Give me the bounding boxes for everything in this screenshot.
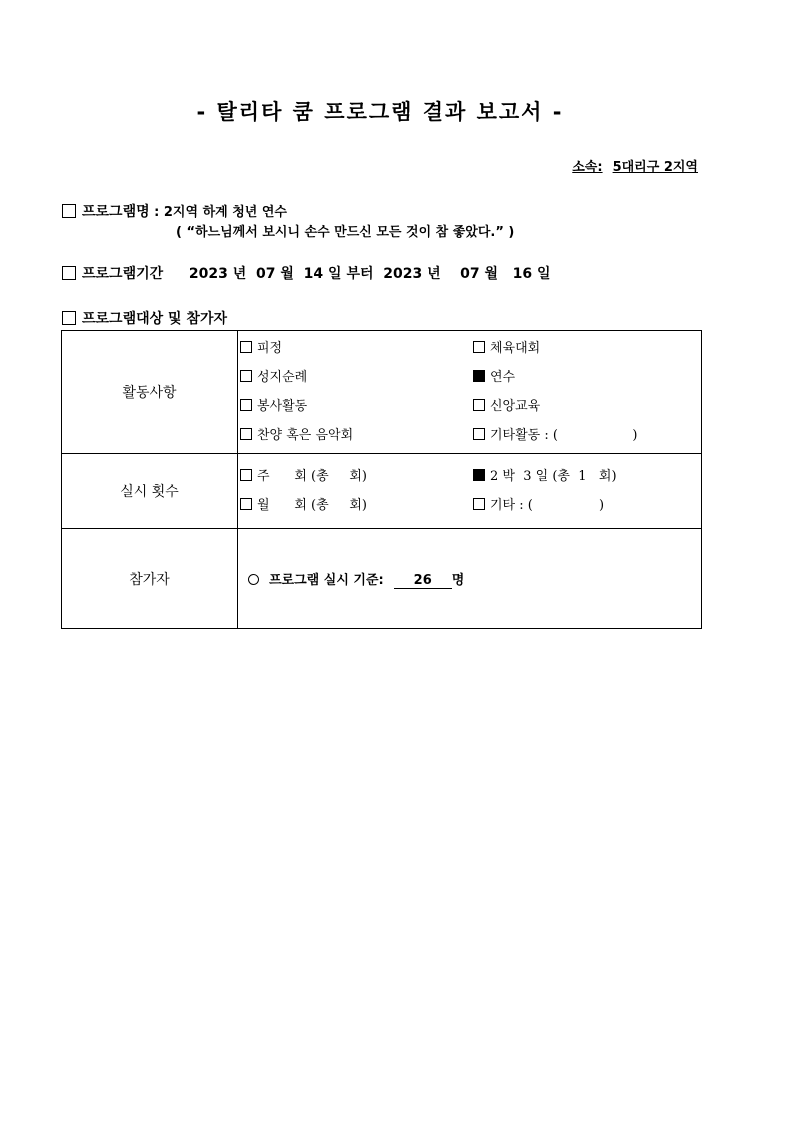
checked-box-icon[interactable]	[473, 469, 485, 481]
activity-option-label: 성지순례	[257, 370, 308, 385]
activity-option[interactable]	[238, 392, 471, 421]
page-title: - 탈리타 쿰 프로그램 결과 보고서 -	[196, 100, 564, 124]
activity-option-label: 신앙교육	[490, 399, 541, 414]
activity-option[interactable]	[471, 363, 701, 392]
unchecked-box-icon[interactable]	[240, 428, 252, 440]
activity-option-label: 봉사활동	[257, 399, 308, 414]
checkbox-icon	[62, 266, 76, 280]
program-table	[61, 330, 702, 629]
affiliation-value: 5대리구 2지역	[612, 160, 698, 175]
frequency-option-label: 주 회 (총 회)	[257, 469, 367, 484]
month-unit: 월	[280, 266, 294, 282]
activity-option-label: 찬양 혹은 음악회	[257, 428, 354, 443]
frequency-label: 실시 횟수	[62, 454, 238, 529]
circle-bullet-icon	[248, 574, 259, 585]
participants-heading-row	[62, 308, 227, 328]
end-day-unit: 일	[537, 266, 551, 282]
unchecked-box-icon[interactable]	[473, 498, 485, 510]
checkbox-icon	[62, 311, 76, 325]
from-word: 부터	[346, 266, 374, 282]
activity-option[interactable]	[238, 421, 471, 450]
program-period-row	[62, 263, 551, 283]
participants-cell	[238, 529, 702, 629]
year-unit: 년	[232, 266, 247, 282]
frequency-option-label: 기타 : ( )	[490, 498, 605, 513]
frequency-option-label: 월 회 (총 회)	[257, 498, 367, 513]
activity-option-label: 연수	[490, 370, 516, 385]
frequency-option[interactable]	[471, 491, 701, 520]
participants-text: 프로그램 실시 기준:	[269, 572, 384, 588]
start-year: 2023	[188, 266, 228, 282]
unchecked-box-icon[interactable]	[473, 428, 485, 440]
unchecked-box-icon[interactable]	[473, 341, 485, 353]
unchecked-box-icon[interactable]	[240, 498, 252, 510]
end-day: 16	[512, 266, 533, 282]
frequency-option[interactable]	[238, 462, 471, 491]
program-name-row	[62, 201, 287, 221]
frequency-options	[238, 462, 701, 520]
activity-options-cell	[238, 331, 702, 454]
activity-options	[238, 334, 701, 450]
end-month-unit: 월	[484, 266, 499, 282]
activity-row	[62, 331, 702, 454]
participants-heading: 프로그램대상 및 참가자	[82, 311, 227, 327]
activity-option-label: 체육대회	[490, 341, 541, 356]
unchecked-box-icon[interactable]	[240, 341, 252, 353]
end-year: 2023	[383, 266, 423, 282]
affiliation-label: 소속:	[572, 160, 603, 175]
activity-option[interactable]	[471, 421, 701, 450]
activity-option[interactable]	[471, 392, 701, 421]
checkbox-icon	[62, 204, 76, 218]
start-day: 14	[303, 266, 324, 282]
activity-option[interactable]	[471, 334, 701, 363]
program-name-sep: :	[149, 205, 164, 220]
unchecked-box-icon[interactable]	[240, 370, 252, 382]
activity-option[interactable]	[238, 363, 471, 392]
affiliation	[572, 156, 698, 175]
participants-label: 참가자	[62, 529, 238, 629]
participants-row	[62, 529, 702, 629]
program-name-value: 2지역 하계 청년 연수	[163, 205, 287, 220]
activity-option-label: 기타활동 : ( )	[490, 428, 638, 443]
unchecked-box-icon[interactable]	[473, 399, 485, 411]
end-month: 07	[460, 266, 480, 282]
program-period-label: 프로그램기간	[82, 266, 164, 282]
day-unit: 일	[328, 266, 342, 282]
start-month: 07	[256, 266, 276, 282]
frequency-option[interactable]	[238, 491, 471, 520]
frequency-options-cell	[238, 454, 702, 529]
activity-label: 활동사항	[62, 331, 238, 454]
frequency-option-label: 2 박 3 일 (총 1 회)	[490, 469, 617, 484]
participants-unit: 명	[451, 572, 465, 588]
frequency-option[interactable]	[471, 462, 701, 491]
activity-option-label: 피정	[257, 341, 283, 356]
unchecked-box-icon[interactable]	[240, 399, 252, 411]
checked-box-icon[interactable]	[473, 370, 485, 382]
participants-criteria	[238, 569, 701, 589]
activity-option[interactable]	[238, 334, 471, 363]
unchecked-box-icon[interactable]	[240, 469, 252, 481]
participants-count: 26	[394, 573, 452, 589]
frequency-row	[62, 454, 702, 529]
program-name-label: 프로그램명	[82, 204, 150, 220]
end-year-unit: 년	[427, 266, 441, 282]
program-quote: ( “하느님께서 보시니 손수 만드신 모든 것이 참 좋았다.” )	[176, 225, 515, 240]
